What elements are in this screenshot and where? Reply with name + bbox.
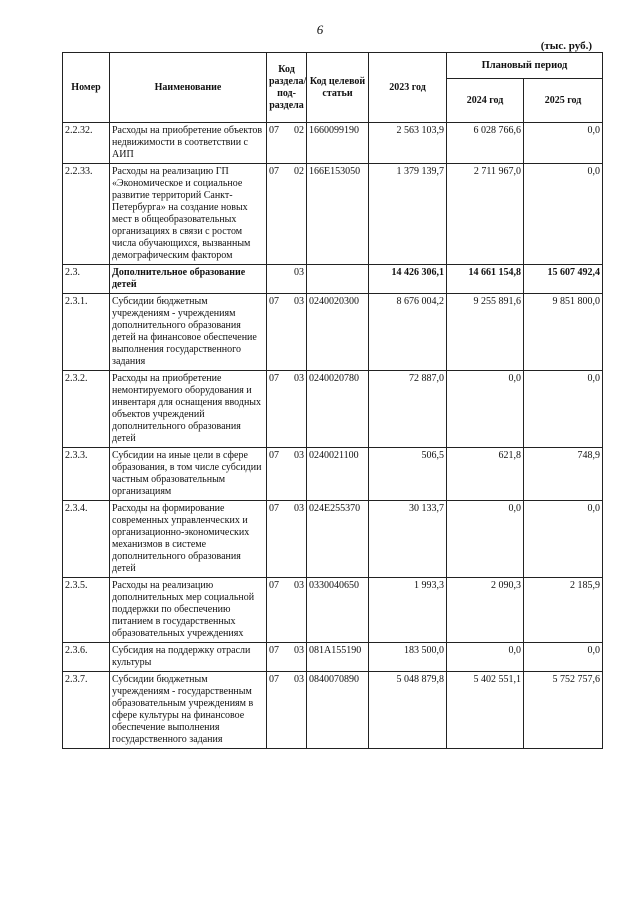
cell-2025: 2 185,9	[524, 578, 603, 643]
cell-name: Субсидия на поддержку отрасли культуры	[110, 643, 267, 672]
cell-2025: 748,9	[524, 448, 603, 501]
cell-section-code	[267, 265, 307, 294]
budget-table	[62, 52, 603, 749]
subsection-code: 03	[294, 674, 304, 685]
section-code: 07	[269, 503, 279, 514]
header-2025: 2025 год	[524, 79, 603, 123]
cell-2023: 183 500,0	[369, 643, 447, 672]
subsection-code: 03	[294, 373, 304, 384]
section-code: 07	[269, 450, 279, 461]
cell-section-code	[267, 672, 307, 749]
cell-number: 2.3.1.	[63, 294, 110, 371]
cell-section-code	[267, 164, 307, 265]
cell-2025: 0,0	[524, 501, 603, 578]
cell-2024: 2 090,3	[447, 578, 524, 643]
cell-number: 2.3.7.	[63, 672, 110, 749]
cell-name: Дополнительное образование детей	[110, 265, 267, 294]
page-number: 6	[316, 22, 324, 37]
cell-2024: 14 661 154,8	[447, 265, 524, 294]
section-code: 07	[269, 296, 279, 307]
subsection-code: 03	[294, 296, 304, 307]
table-row	[63, 501, 603, 578]
section-code: 07	[269, 373, 279, 384]
cell-2023: 14 426 306,1	[369, 265, 447, 294]
header-2024: 2024 год	[447, 79, 524, 123]
subsection-code: 02	[294, 166, 304, 177]
section-code: 07	[269, 166, 279, 177]
cell-name: Расходы на приобретение объектов недвижимости в соответствии с АИП	[110, 123, 267, 164]
cell-2025: 15 607 492,4	[524, 265, 603, 294]
table-row	[63, 578, 603, 643]
cell-2025: 0,0	[524, 643, 603, 672]
table-row	[63, 164, 603, 265]
section-code: 07	[269, 645, 279, 656]
cell-2025: 0,0	[524, 371, 603, 448]
cell-number: 2.3.6.	[63, 643, 110, 672]
cell-2024: 2 711 967,0	[447, 164, 524, 265]
cell-section-code	[267, 501, 307, 578]
cell-article-code	[307, 265, 369, 294]
cell-number: 2.2.33.	[63, 164, 110, 265]
cell-section-code	[267, 578, 307, 643]
cell-article-code: 0840070890	[307, 672, 369, 749]
cell-2024: 0,0	[447, 643, 524, 672]
cell-number: 2.3.3.	[63, 448, 110, 501]
cell-article-code: 081A155190	[307, 643, 369, 672]
table-row	[63, 123, 603, 164]
header-article-code: Код целевой статьи	[307, 53, 369, 123]
cell-article-code: 0240020300	[307, 294, 369, 371]
cell-number: 2.2.32.	[63, 123, 110, 164]
table-row	[63, 371, 603, 448]
table-row	[63, 265, 603, 294]
cell-article-code: 0240020780	[307, 371, 369, 448]
cell-2025: 0,0	[524, 123, 603, 164]
table-row	[63, 643, 603, 672]
cell-article-code: 166E153050	[307, 164, 369, 265]
cell-section-code	[267, 294, 307, 371]
cell-name: Субсидии бюджетным учреждениям - государственным образовательным учреждениям в сфере культуры на финансовое обеспечение выполнения государственного задания	[110, 672, 267, 749]
units-label: (тыс. руб.)	[540, 40, 592, 52]
cell-2024: 9 255 891,6	[447, 294, 524, 371]
cell-name: Расходы на приобретение немонтируемого оборудования и инвентаря для оснащения вводных объектов учреждений дополнительного образования детей	[110, 371, 267, 448]
cell-2024: 6 028 766,6	[447, 123, 524, 164]
section-code: 07	[269, 580, 279, 591]
cell-2024: 0,0	[447, 371, 524, 448]
cell-2025: 0,0	[524, 164, 603, 265]
cell-section-code	[267, 371, 307, 448]
cell-name: Расходы на формирование современных управленческих и организационно-экономических механизмов в системе дополнительного образования детей	[110, 501, 267, 578]
cell-2023: 1 379 139,7	[369, 164, 447, 265]
cell-article-code: 0330040650	[307, 578, 369, 643]
table-row	[63, 672, 603, 749]
header-number: Номер	[63, 53, 110, 123]
cell-2024: 0,0	[447, 501, 524, 578]
subsection-code: 03	[294, 503, 304, 514]
cell-name: Расходы на реализацию дополнительных мер социальной поддержки по обеспечению питанием в государственных образовательных учреждениях	[110, 578, 267, 643]
cell-article-code: 0240021100	[307, 448, 369, 501]
section-code: 07	[269, 674, 279, 685]
cell-number: 2.3.	[63, 265, 110, 294]
cell-2023: 30 133,7	[369, 501, 447, 578]
header-plan-period: Плановый период	[447, 53, 603, 79]
cell-2023: 72 887,0	[369, 371, 447, 448]
cell-article-code: 024E255370	[307, 501, 369, 578]
cell-2023: 5 048 879,8	[369, 672, 447, 749]
cell-2023: 8 676 004,2	[369, 294, 447, 371]
cell-2024: 621,8	[447, 448, 524, 501]
table-body	[63, 123, 603, 749]
subsection-code: 03	[294, 580, 304, 591]
header-section-code: Код раздела/ под- раздела	[267, 53, 307, 123]
header-2023: 2023 год	[369, 53, 447, 123]
cell-2023: 506,5	[369, 448, 447, 501]
subsection-code: 03	[294, 267, 304, 278]
subsection-code: 02	[294, 125, 304, 136]
cell-2025: 9 851 800,0	[524, 294, 603, 371]
cell-number: 2.3.5.	[63, 578, 110, 643]
cell-2023: 1 993,3	[369, 578, 447, 643]
section-code: 07	[269, 125, 279, 136]
table-row	[63, 294, 603, 371]
cell-article-code: 1660099190	[307, 123, 369, 164]
cell-section-code	[267, 643, 307, 672]
header-name: Наименование	[110, 53, 267, 123]
cell-2023: 2 563 103,9	[369, 123, 447, 164]
subsection-code: 03	[294, 645, 304, 656]
cell-number: 2.3.2.	[63, 371, 110, 448]
subsection-code: 03	[294, 450, 304, 461]
cell-section-code	[267, 123, 307, 164]
cell-section-code	[267, 448, 307, 501]
table-row	[63, 448, 603, 501]
cell-name: Субсидии на иные цели в сфере образования, в том числе субсидии частным образовательным организациям	[110, 448, 267, 501]
cell-2024: 5 402 551,1	[447, 672, 524, 749]
cell-2025: 5 752 757,6	[524, 672, 603, 749]
cell-name: Субсидии бюджетным учреждениям - учреждениям дополнительного образования детей на финансовое обеспечение выполнения государственного задания	[110, 294, 267, 371]
cell-number: 2.3.4.	[63, 501, 110, 578]
cell-name: Расходы на реализацию ГП «Экономическое и социальное развитие территорий Санкт-Петербурга» на создание новых мест в общеобразовательных организациях в связи с ростом числа обучающихся, вызванным демографическим фактором	[110, 164, 267, 265]
